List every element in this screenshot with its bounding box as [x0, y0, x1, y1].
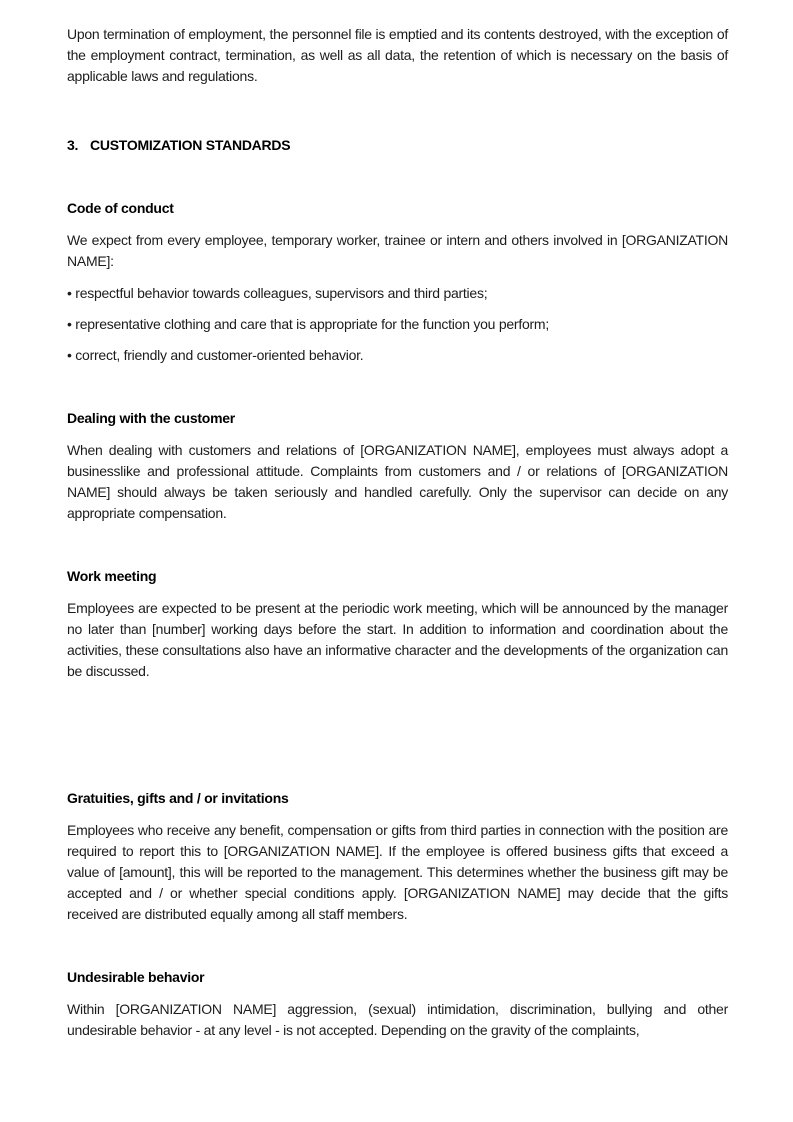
- paragraph: When dealing with customers and relations of [ORGANIZATION NAME], employees must always adopt a businesslike and professional attitude. Complaints from customers and / or relations of [ORGANIZATION NAME] should always be taken seriously and handled carefully. Only the supervisor can decide on any appropriate compensation.: [67, 442, 728, 521]
- paragraph: Employees who receive any benefit, compensation or gifts from third parties in connection with the position are required to report this to [ORGANIZATION NAME]. If the employee is offered business gifts that exceed a value of [amount], this will be reported to the management. This determines whether the business gift may be accepted and / or whether special conditions apply. [ORGANIZATION NAME] may decide that the gifts received are distributed equally among all staff members.: [67, 822, 728, 922]
- paragraph: We expect from every employee, temporary worker, trainee or intern and others involved in [ORGANIZATION NAME]:: [67, 232, 728, 269]
- subsection-heading: Code of conduct: [67, 200, 174, 216]
- bullet-item: • representative clothing and care that is appropriate for the function you perform;: [67, 316, 549, 332]
- bullet-item: • respectful behavior towards colleagues, supervisors and third parties;: [67, 285, 488, 301]
- subsection: [67, 408, 728, 524]
- subsections-container: [67, 198, 728, 1041]
- subsection-heading: Undesirable behavior: [67, 969, 205, 985]
- bullet-item: • correct, friendly and customer-oriented behavior.: [67, 347, 364, 363]
- subsection: [67, 198, 728, 366]
- paragraph: Employees are expected to be present at the periodic work meeting, which will be announced by the manager no later than [number] working days before the start. In addition to information and coordination about the activities, these consultations also have an informative character and the developments of the organization can be discussed.: [67, 600, 728, 679]
- section-title: CUSTOMIZATION STANDARDS: [90, 137, 291, 153]
- subsection: [67, 967, 728, 1041]
- subsection: [67, 566, 728, 682]
- subsection-heading: Work meeting: [67, 568, 157, 584]
- intro-paragraph: Upon termination of employment, the personnel file is emptied and its contents destroyed, with the exception of the employment contract, termination, as well as all data, the retention of which is necessary on the basis of applicable laws and regulations.: [67, 26, 728, 84]
- section-heading: [67, 135, 728, 156]
- section-number: 3.: [67, 137, 79, 153]
- subsection-heading: Dealing with the customer: [67, 410, 235, 426]
- paragraph: Within [ORGANIZATION NAME] aggression, (sexual) intimidation, discrimination, bullying and other undesirable behavior - at any level - is not accepted. Depending on the gravity of the complaints,: [67, 1001, 728, 1038]
- subsection: [67, 788, 728, 925]
- subsection-heading: Gratuities, gifts and / or invitations: [67, 790, 289, 806]
